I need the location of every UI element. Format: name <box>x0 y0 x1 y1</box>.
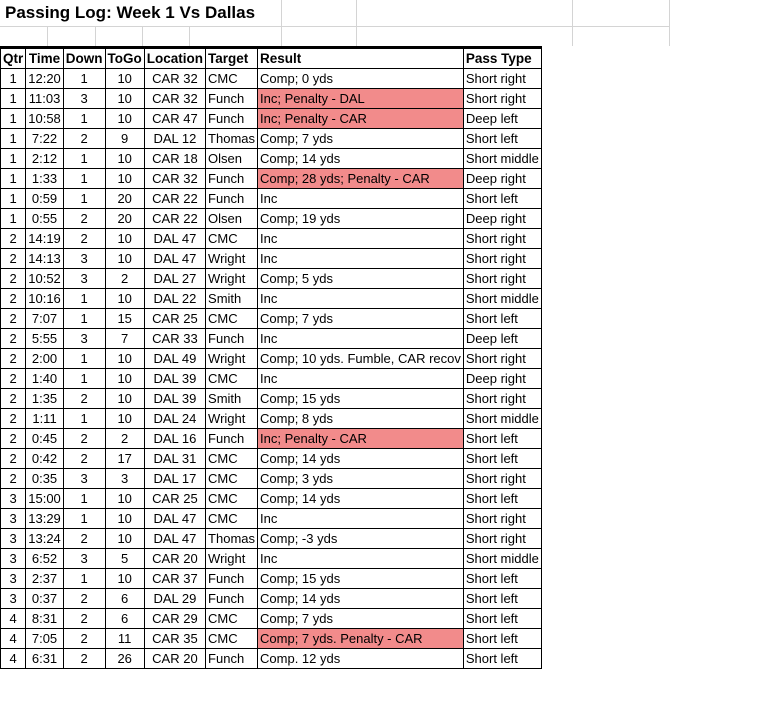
cell-togo[interactable]: 10 <box>105 109 144 129</box>
cell-down[interactable]: 1 <box>63 109 105 129</box>
gridline <box>47 26 48 46</box>
cell-time[interactable]: 12:20 <box>26 69 64 89</box>
gridline <box>142 26 143 46</box>
table-row <box>1 489 542 509</box>
cell-target[interactable]: CMC <box>206 309 258 329</box>
cell-togo[interactable]: 3 <box>105 469 144 489</box>
cell-location[interactable]: DAL 27 <box>144 269 205 289</box>
cell-togo[interactable]: 10 <box>105 509 144 529</box>
cell-down[interactable]: 2 <box>63 129 105 149</box>
cell-togo[interactable]: 15 <box>105 309 144 329</box>
cell-result[interactable]: Comp; 7 yds <box>258 309 464 329</box>
cell-togo[interactable]: 10 <box>105 389 144 409</box>
table-row <box>1 429 542 449</box>
cell-pass-type[interactable]: Short left <box>463 129 541 149</box>
cell-togo[interactable]: 17 <box>105 449 144 469</box>
cell-time[interactable]: 1:40 <box>26 369 64 389</box>
cell-qtr[interactable]: 2 <box>1 349 26 369</box>
table-row <box>1 349 542 369</box>
cell-pass-type[interactable]: Short left <box>463 489 541 509</box>
cell-target[interactable]: Funch <box>206 329 258 349</box>
table-row <box>1 649 542 669</box>
cell-qtr[interactable]: 1 <box>1 69 26 89</box>
cell-location[interactable]: CAR 33 <box>144 329 205 349</box>
cell-pass-type[interactable]: Short left <box>463 309 541 329</box>
cell-pass-type[interactable]: Short left <box>463 569 541 589</box>
table-row <box>1 249 542 269</box>
cell-location[interactable]: CAR 20 <box>144 549 205 569</box>
cell-result-penalty[interactable]: Inc; Penalty - CAR <box>258 109 464 129</box>
cell-time[interactable]: 6:31 <box>26 649 64 669</box>
cell-down[interactable]: 2 <box>63 529 105 549</box>
cell-pass-type[interactable]: Deep left <box>463 329 541 349</box>
cell-down[interactable]: 3 <box>63 329 105 349</box>
cell-result[interactable]: Comp; 19 yds <box>258 209 464 229</box>
cell-time[interactable]: 14:19 <box>26 229 64 249</box>
table-row <box>1 89 542 109</box>
cell-pass-type[interactable]: Deep right <box>463 369 541 389</box>
cell-location[interactable]: CAR 29 <box>144 609 205 629</box>
cell-pass-type[interactable]: Short right <box>463 509 541 529</box>
cell-location[interactable]: DAL 47 <box>144 509 205 529</box>
cell-location[interactable]: DAL 47 <box>144 529 205 549</box>
cell-qtr[interactable]: 3 <box>1 509 26 529</box>
cell-qtr[interactable]: 2 <box>1 289 26 309</box>
cell-pass-type[interactable]: Short left <box>463 589 541 609</box>
cell-target[interactable]: Funch <box>206 169 258 189</box>
header-location[interactable]: Location <box>144 48 205 69</box>
cell-result[interactable]: Comp; 14 yds <box>258 149 464 169</box>
cell-pass-type[interactable]: Short middle <box>463 549 541 569</box>
cell-time[interactable]: 1:35 <box>26 389 64 409</box>
cell-togo[interactable]: 2 <box>105 269 144 289</box>
cell-target[interactable]: CMC <box>206 369 258 389</box>
table-row <box>1 329 542 349</box>
table-row <box>1 149 542 169</box>
cell-down[interactable]: 1 <box>63 409 105 429</box>
cell-togo[interactable]: 10 <box>105 369 144 389</box>
cell-qtr[interactable]: 2 <box>1 369 26 389</box>
cell-down[interactable]: 2 <box>63 429 105 449</box>
header-togo[interactable]: ToGo <box>105 48 144 69</box>
header-time[interactable]: Time <box>26 48 64 69</box>
cell-target[interactable]: Olsen <box>206 209 258 229</box>
cell-target[interactable]: CMC <box>206 229 258 249</box>
cell-target[interactable]: Wright <box>206 409 258 429</box>
cell-result[interactable]: Comp; 0 yds <box>258 69 464 89</box>
cell-time[interactable]: 0:59 <box>26 189 64 209</box>
cell-result[interactable]: Comp; 5 yds <box>258 269 464 289</box>
cell-pass-type[interactable]: Short right <box>463 389 541 409</box>
cell-time[interactable]: 1:11 <box>26 409 64 429</box>
cell-time[interactable]: 13:29 <box>26 509 64 529</box>
cell-togo[interactable]: 10 <box>105 149 144 169</box>
cell-result-penalty[interactable]: Comp; 7 yds. Penalty - CAR <box>258 629 464 649</box>
cell-togo[interactable]: 26 <box>105 649 144 669</box>
cell-time[interactable]: 0:42 <box>26 449 64 469</box>
table-row <box>1 469 542 489</box>
cell-pass-type[interactable]: Short right <box>463 89 541 109</box>
cell-target[interactable]: Funch <box>206 89 258 109</box>
cell-togo[interactable]: 10 <box>105 169 144 189</box>
cell-target[interactable]: Funch <box>206 189 258 209</box>
cell-down[interactable]: 2 <box>63 589 105 609</box>
cell-down[interactable]: 2 <box>63 229 105 249</box>
cell-pass-type[interactable]: Short middle <box>463 289 541 309</box>
cell-time[interactable]: 7:05 <box>26 629 64 649</box>
cell-result[interactable]: Comp; 15 yds <box>258 389 464 409</box>
cell-target[interactable]: Wright <box>206 269 258 289</box>
cell-togo[interactable]: 10 <box>105 489 144 509</box>
cell-target[interactable]: Funch <box>206 649 258 669</box>
table-row <box>1 509 542 529</box>
cell-down[interactable]: 2 <box>63 209 105 229</box>
cell-pass-type[interactable]: Short left <box>463 429 541 449</box>
cell-location[interactable]: CAR 22 <box>144 209 205 229</box>
header-target[interactable]: Target <box>206 48 258 69</box>
cell-location[interactable]: CAR 22 <box>144 189 205 209</box>
header-pass-type[interactable]: Pass Type <box>463 48 541 69</box>
cell-result[interactable]: Comp; 10 yds. Fumble, CAR recov <box>258 349 464 369</box>
table-row <box>1 609 542 629</box>
cell-location[interactable]: CAR 25 <box>144 489 205 509</box>
cell-result[interactable]: Comp. 12 yds <box>258 649 464 669</box>
cell-target[interactable]: Wright <box>206 249 258 269</box>
cell-pass-type[interactable]: Deep left <box>463 109 541 129</box>
cell-togo[interactable]: 20 <box>105 189 144 209</box>
cell-qtr[interactable]: 2 <box>1 269 26 289</box>
header-down[interactable]: Down <box>63 48 105 69</box>
cell-location[interactable]: DAL 31 <box>144 449 205 469</box>
cell-pass-type[interactable]: Short right <box>463 529 541 549</box>
cell-down[interactable]: 2 <box>63 609 105 629</box>
cell-pass-type[interactable]: Short left <box>463 609 541 629</box>
cell-location[interactable]: CAR 37 <box>144 569 205 589</box>
cell-down[interactable]: 2 <box>63 649 105 669</box>
cell-location[interactable]: CAR 32 <box>144 69 205 89</box>
cell-togo[interactable]: 10 <box>105 529 144 549</box>
cell-togo[interactable]: 10 <box>105 89 144 109</box>
cell-target[interactable]: CMC <box>206 69 258 89</box>
cell-result[interactable]: Inc <box>258 369 464 389</box>
cell-togo[interactable]: 9 <box>105 129 144 149</box>
cell-togo[interactable]: 10 <box>105 289 144 309</box>
cell-qtr[interactable]: 4 <box>1 629 26 649</box>
cell-qtr[interactable]: 1 <box>1 189 26 209</box>
cell-down[interactable]: 3 <box>63 469 105 489</box>
cell-qtr[interactable]: 2 <box>1 469 26 489</box>
table-row <box>1 189 542 209</box>
cell-time[interactable]: 2:00 <box>26 349 64 369</box>
cell-qtr[interactable]: 1 <box>1 169 26 189</box>
cell-qtr[interactable]: 2 <box>1 409 26 429</box>
header-qtr[interactable]: Qtr <box>1 48 26 69</box>
cell-togo[interactable]: 5 <box>105 549 144 569</box>
cell-down[interactable]: 1 <box>63 149 105 169</box>
cell-target[interactable]: Wright <box>206 349 258 369</box>
cell-time[interactable]: 2:12 <box>26 149 64 169</box>
cell-time[interactable]: 13:24 <box>26 529 64 549</box>
cell-qtr[interactable]: 3 <box>1 549 26 569</box>
cell-togo[interactable]: 11 <box>105 629 144 649</box>
cell-location[interactable]: CAR 18 <box>144 149 205 169</box>
cell-qtr[interactable]: 3 <box>1 529 26 549</box>
cell-down[interactable]: 1 <box>63 489 105 509</box>
cell-qtr[interactable]: 1 <box>1 149 26 169</box>
cell-location[interactable]: DAL 16 <box>144 429 205 449</box>
cell-result[interactable]: Inc <box>258 509 464 529</box>
table-row <box>1 409 542 429</box>
cell-time[interactable]: 7:07 <box>26 309 64 329</box>
cell-qtr[interactable]: 2 <box>1 429 26 449</box>
cell-down[interactable]: 1 <box>63 349 105 369</box>
cell-location[interactable]: CAR 20 <box>144 649 205 669</box>
cell-result[interactable]: Comp; 14 yds <box>258 489 464 509</box>
table-row <box>1 129 542 149</box>
cell-location[interactable]: DAL 39 <box>144 389 205 409</box>
cell-target[interactable]: Thomas <box>206 529 258 549</box>
cell-target[interactable]: Smith <box>206 389 258 409</box>
table-row <box>1 229 542 249</box>
cell-location[interactable]: DAL 39 <box>144 369 205 389</box>
cell-location[interactable]: CAR 35 <box>144 629 205 649</box>
cell-togo[interactable]: 10 <box>105 69 144 89</box>
cell-down[interactable]: 1 <box>63 309 105 329</box>
gridline <box>189 26 190 46</box>
title-cell[interactable] <box>0 0 669 26</box>
cell-down[interactable]: 3 <box>63 249 105 269</box>
cell-location[interactable]: CAR 32 <box>144 169 205 189</box>
table-row <box>1 109 542 129</box>
cell-location[interactable]: CAR 32 <box>144 89 205 109</box>
cell-time[interactable]: 0:55 <box>26 209 64 229</box>
cell-pass-type[interactable]: Short middle <box>463 149 541 169</box>
table-row <box>1 209 542 229</box>
cell-qtr[interactable]: 1 <box>1 129 26 149</box>
cell-down[interactable]: 1 <box>63 509 105 529</box>
cell-target[interactable]: Smith <box>206 289 258 309</box>
table-row <box>1 629 542 649</box>
cell-result-penalty[interactable]: Comp; 28 yds; Penalty - CAR <box>258 169 464 189</box>
cell-togo[interactable]: 20 <box>105 209 144 229</box>
cell-qtr[interactable]: 2 <box>1 329 26 349</box>
sheet-title: Passing Log: Week 1 Vs Dallas <box>5 3 256 22</box>
cell-result[interactable]: Comp; 3 yds <box>258 469 464 489</box>
cell-qtr[interactable]: 2 <box>1 389 26 409</box>
cell-down[interactable]: 1 <box>63 289 105 309</box>
cell-pass-type[interactable]: Short right <box>463 229 541 249</box>
cell-target[interactable]: CMC <box>206 629 258 649</box>
cell-time[interactable]: 2:37 <box>26 569 64 589</box>
cell-location[interactable]: DAL 24 <box>144 409 205 429</box>
cell-togo[interactable]: 7 <box>105 329 144 349</box>
table-row <box>1 169 542 189</box>
cell-location[interactable]: DAL 17 <box>144 469 205 489</box>
cell-result[interactable]: Comp; -3 yds <box>258 529 464 549</box>
cell-time[interactable]: 7:22 <box>26 129 64 149</box>
cell-togo[interactable]: 6 <box>105 589 144 609</box>
cell-target[interactable]: Funch <box>206 589 258 609</box>
cell-pass-type[interactable]: Deep right <box>463 209 541 229</box>
cell-result[interactable]: Comp; 7 yds <box>258 609 464 629</box>
cell-time[interactable]: 1:33 <box>26 169 64 189</box>
cell-target[interactable]: CMC <box>206 509 258 529</box>
table-row <box>1 569 542 589</box>
cell-time[interactable]: 0:45 <box>26 429 64 449</box>
cell-time[interactable]: 14:13 <box>26 249 64 269</box>
cell-togo[interactable]: 6 <box>105 609 144 629</box>
cell-location[interactable]: CAR 47 <box>144 109 205 129</box>
cell-target[interactable]: Thomas <box>206 129 258 149</box>
cell-time[interactable]: 11:03 <box>26 89 64 109</box>
cell-target[interactable]: Wright <box>206 549 258 569</box>
cell-result[interactable]: Comp; 14 yds <box>258 589 464 609</box>
cell-result[interactable]: Inc <box>258 189 464 209</box>
cell-location[interactable]: CAR 25 <box>144 309 205 329</box>
cell-result[interactable]: Inc <box>258 289 464 309</box>
header-result[interactable]: Result <box>258 48 464 69</box>
table-row <box>1 549 542 569</box>
cell-qtr[interactable]: 2 <box>1 449 26 469</box>
cell-down[interactable]: 2 <box>63 389 105 409</box>
cell-target[interactable]: CMC <box>206 469 258 489</box>
cell-location[interactable]: DAL 47 <box>144 229 205 249</box>
cell-result[interactable]: Inc <box>258 549 464 569</box>
cell-target[interactable]: Funch <box>206 429 258 449</box>
cell-target[interactable]: Funch <box>206 109 258 129</box>
cell-pass-type[interactable]: Short left <box>463 649 541 669</box>
cell-time[interactable]: 15:00 <box>26 489 64 509</box>
table-row <box>1 289 542 309</box>
passing-log-table <box>0 46 542 669</box>
cell-qtr[interactable]: 4 <box>1 609 26 629</box>
cell-qtr[interactable]: 3 <box>1 489 26 509</box>
cell-down[interactable]: 3 <box>63 269 105 289</box>
cell-togo[interactable]: 10 <box>105 229 144 249</box>
cell-togo[interactable]: 10 <box>105 349 144 369</box>
cell-togo[interactable]: 2 <box>105 429 144 449</box>
cell-result[interactable]: Inc <box>258 329 464 349</box>
cell-time[interactable]: 10:58 <box>26 109 64 129</box>
cell-time[interactable]: 0:37 <box>26 589 64 609</box>
cell-target[interactable]: Funch <box>206 569 258 589</box>
cell-togo[interactable]: 10 <box>105 249 144 269</box>
cell-pass-type[interactable]: Short right <box>463 349 541 369</box>
cell-location[interactable]: DAL 47 <box>144 249 205 269</box>
cell-togo[interactable]: 10 <box>105 569 144 589</box>
cell-qtr[interactable]: 1 <box>1 109 26 129</box>
cell-location[interactable]: DAL 29 <box>144 589 205 609</box>
cell-result-penalty[interactable]: Inc; Penalty - DAL <box>258 89 464 109</box>
cell-down[interactable]: 1 <box>63 189 105 209</box>
cell-togo[interactable]: 10 <box>105 409 144 429</box>
table-row <box>1 389 542 409</box>
cell-qtr[interactable]: 1 <box>1 89 26 109</box>
cell-down[interactable]: 2 <box>63 629 105 649</box>
table-row <box>1 449 542 469</box>
cell-down[interactable]: 3 <box>63 89 105 109</box>
cell-time[interactable]: 6:52 <box>26 549 64 569</box>
cell-target[interactable]: Olsen <box>206 149 258 169</box>
cell-pass-type[interactable]: Short left <box>463 629 541 649</box>
cell-pass-type[interactable]: Deep right <box>463 169 541 189</box>
cell-qtr[interactable]: 2 <box>1 309 26 329</box>
cell-time[interactable]: 0:35 <box>26 469 64 489</box>
cell-pass-type[interactable]: Short middle <box>463 409 541 429</box>
cell-location[interactable]: DAL 12 <box>144 129 205 149</box>
cell-result[interactable]: Comp; 14 yds <box>258 449 464 469</box>
cell-down[interactable]: 1 <box>63 169 105 189</box>
table-row <box>1 269 542 289</box>
cell-pass-type[interactable]: Short right <box>463 269 541 289</box>
cell-result[interactable]: Inc <box>258 249 464 269</box>
cell-down[interactable]: 1 <box>63 69 105 89</box>
cell-down[interactable]: 1 <box>63 569 105 589</box>
cell-qtr[interactable]: 2 <box>1 229 26 249</box>
cell-target[interactable]: CMC <box>206 449 258 469</box>
cell-result[interactable]: Comp; 8 yds <box>258 409 464 429</box>
cell-down[interactable]: 1 <box>63 369 105 389</box>
cell-time[interactable]: 10:52 <box>26 269 64 289</box>
gridline <box>0 26 669 27</box>
cell-target[interactable]: CMC <box>206 489 258 509</box>
cell-qtr[interactable]: 1 <box>1 209 26 229</box>
cell-result[interactable]: Comp; 15 yds <box>258 569 464 589</box>
cell-qtr[interactable]: 3 <box>1 589 26 609</box>
header-row <box>1 48 542 69</box>
cell-time[interactable]: 5:55 <box>26 329 64 349</box>
cell-result-penalty[interactable]: Inc; Penalty - CAR <box>258 429 464 449</box>
cell-down[interactable]: 3 <box>63 549 105 569</box>
cell-pass-type[interactable]: Short right <box>463 469 541 489</box>
cell-pass-type[interactable]: Short right <box>463 249 541 269</box>
cell-location[interactable]: DAL 22 <box>144 289 205 309</box>
cell-pass-type[interactable]: Short right <box>463 69 541 89</box>
cell-result[interactable]: Comp; 7 yds <box>258 129 464 149</box>
cell-pass-type[interactable]: Short left <box>463 189 541 209</box>
cell-target[interactable]: CMC <box>206 609 258 629</box>
cell-qtr[interactable]: 3 <box>1 569 26 589</box>
gridline <box>669 0 670 46</box>
cell-time[interactable]: 8:31 <box>26 609 64 629</box>
cell-pass-type[interactable]: Short left <box>463 449 541 469</box>
table-row <box>1 309 542 329</box>
gridline <box>95 26 96 46</box>
table-row <box>1 589 542 609</box>
table-row <box>1 369 542 389</box>
cell-qtr[interactable]: 2 <box>1 249 26 269</box>
cell-down[interactable]: 2 <box>63 449 105 469</box>
table-row <box>1 529 542 549</box>
cell-qtr[interactable]: 4 <box>1 649 26 669</box>
table-row <box>1 69 542 89</box>
table-body <box>1 69 542 669</box>
cell-result[interactable]: Inc <box>258 229 464 249</box>
cell-time[interactable]: 10:16 <box>26 289 64 309</box>
cell-location[interactable]: DAL 49 <box>144 349 205 369</box>
